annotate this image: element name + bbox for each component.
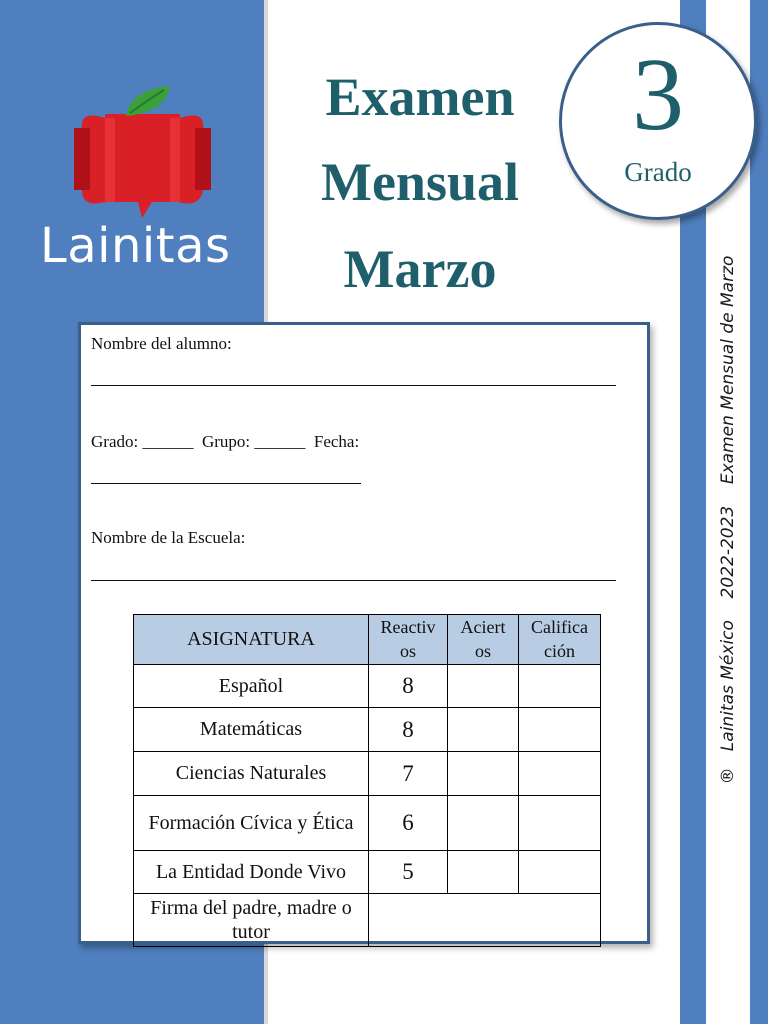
grade-group-date-row (91, 432, 359, 452)
items-cell: 8 (369, 665, 448, 708)
table-row (134, 752, 601, 796)
header-subject: ASIGNATURA (134, 615, 369, 665)
items-cell: 8 (369, 708, 448, 752)
table-row (134, 708, 601, 752)
apple-logo-icon (60, 80, 220, 240)
date-field-label: Fecha: (313, 432, 360, 451)
date-line[interactable] (91, 483, 361, 484)
grade-label: Grado (624, 157, 692, 187)
title-line-1: Examen (325, 67, 515, 127)
items-cell: 5 (369, 851, 448, 894)
grade-badge (559, 22, 757, 220)
brand-name: Lainitas (40, 218, 231, 274)
items-cell: 6 (369, 796, 448, 851)
score-cell[interactable] (519, 796, 601, 851)
title-line-3: Marzo (343, 239, 497, 299)
subject-cell: Ciencias Naturales (134, 752, 369, 796)
subject-cell: Formación Cívica y Ética (134, 796, 369, 851)
grades-table (133, 614, 601, 947)
subject-cell: La Entidad Donde Vivo (134, 851, 369, 894)
score-cell[interactable] (519, 708, 601, 752)
student-name-line[interactable] (91, 385, 616, 386)
group-field-label: Grupo: ______ (201, 432, 306, 451)
table-header-row (134, 615, 601, 665)
student-name-label: Nombre del alumno: (91, 334, 232, 353)
right-edge-bar (750, 0, 768, 1024)
publisher-text: Lainitas México (718, 620, 738, 752)
signature-cell[interactable] (369, 894, 601, 947)
items-cell: 7 (369, 752, 448, 796)
school-name-label: Nombre de la Escuela: (91, 528, 246, 547)
table-row (134, 665, 601, 708)
registered-mark: ® (718, 767, 738, 785)
table-row (134, 851, 601, 894)
subject-cell: Matemáticas (134, 708, 369, 752)
exam-text: Examen Mensual de Marzo (718, 255, 738, 485)
signature-label: Firma del padre, madre o tutor (134, 894, 369, 947)
header-items: Reactiv os (369, 615, 448, 665)
signature-row (134, 894, 601, 947)
student-info-form (78, 322, 650, 944)
grade-field-label: Grado: ______ (91, 432, 194, 451)
score-cell[interactable] (519, 851, 601, 894)
score-cell[interactable] (519, 665, 601, 708)
correct-cell[interactable] (448, 708, 519, 752)
score-cell[interactable] (519, 752, 601, 796)
correct-cell[interactable] (448, 665, 519, 708)
school-name-line[interactable] (91, 580, 616, 581)
header-correct: Aciert os (448, 615, 519, 665)
correct-cell[interactable] (448, 752, 519, 796)
grade-number: 3 (632, 37, 684, 152)
vertical-side-text (718, 256, 738, 785)
correct-cell[interactable] (448, 796, 519, 851)
title-line-2: Mensual (320, 152, 520, 212)
correct-cell[interactable] (448, 851, 519, 894)
header-grade: Califica ción (519, 615, 601, 665)
table-row (134, 796, 601, 851)
year-text: 2022-2023 (718, 505, 738, 599)
subject-cell: Español (134, 665, 369, 708)
